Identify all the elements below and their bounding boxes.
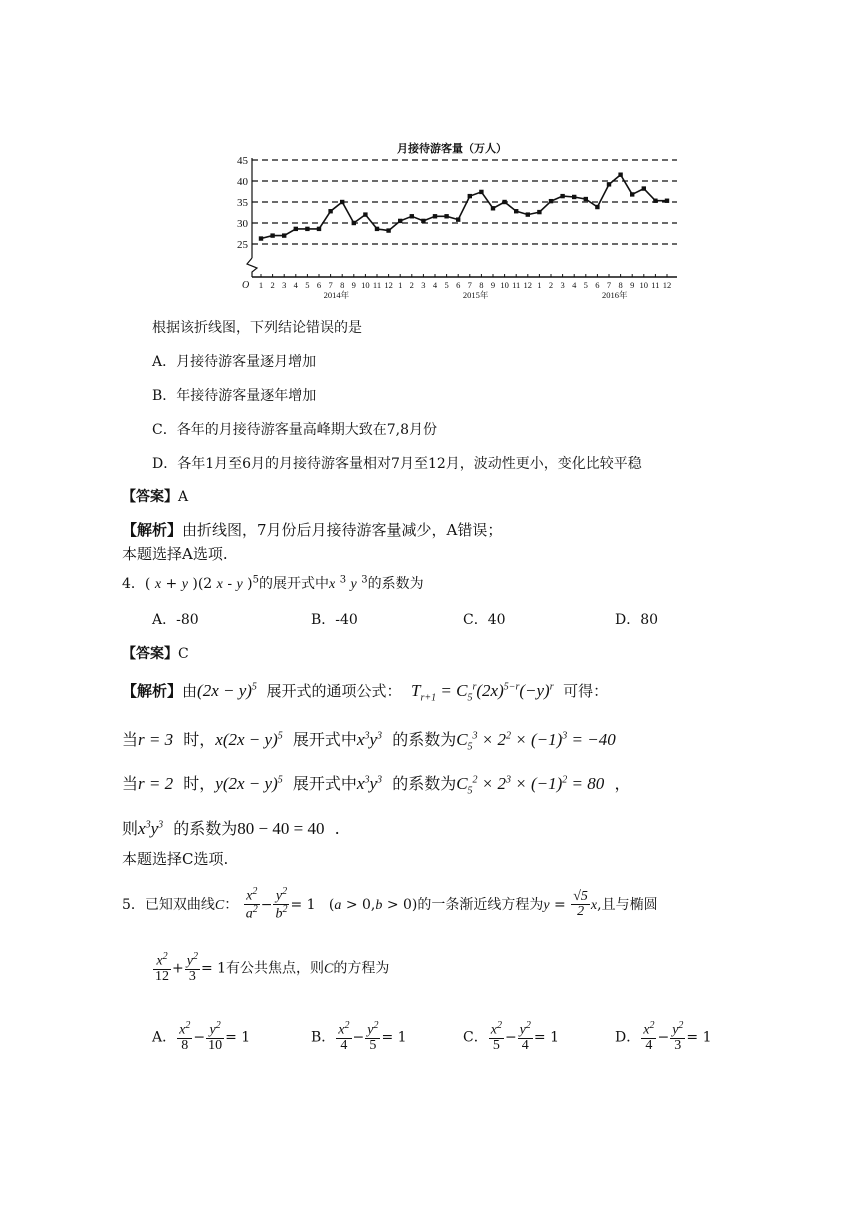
x-tick-label: 11 <box>512 280 521 290</box>
option-label: B． <box>311 1029 336 1046</box>
hyperbola-name: C <box>324 961 334 977</box>
x-tick-label: 8 <box>479 280 484 290</box>
q5-stem-line2: $\frac{x^2}{12}$ + $\frac{y^2}{3}$ = 1有公共焦点，则C的方程为 <box>155 951 390 985</box>
q3-option-b: B．年接待游客量逐年增加 <box>152 388 317 404</box>
data-point <box>433 214 437 218</box>
option-label: A． <box>152 1029 177 1046</box>
answer-tag: 【答案】 <box>122 646 178 662</box>
analysis-tag: 【解析】 <box>122 682 183 700</box>
data-point <box>352 221 356 225</box>
x-tick-label: 10 <box>639 280 649 290</box>
series-polyline <box>261 175 667 239</box>
formula: $(2x - y)^5$ <box>197 681 257 700</box>
l1-b: 展开式的通项公式： <box>266 682 402 700</box>
q5-text-c: ,且与椭圆 <box>597 896 658 913</box>
data-point <box>375 227 379 231</box>
axis-break <box>247 258 257 277</box>
q5-text-b: 的一条渐近线方程为 <box>417 896 544 913</box>
data-point <box>398 219 402 223</box>
l4-a: 则 <box>122 819 139 838</box>
x-tick-label: 7 <box>606 280 612 290</box>
option-label: C． <box>463 1029 488 1046</box>
formula: $\frac{y^2}{5}$ <box>367 1020 379 1054</box>
year-label: 2015年 <box>462 290 489 300</box>
formula: $\frac{y^2}{4}$ <box>519 1020 531 1054</box>
q3-prompt: 根据该折线图，下列结论错误的是 <box>152 320 362 336</box>
l1-a: 由 <box>182 682 198 700</box>
formula: $\frac{x^2}{a^2}$ <box>245 886 258 922</box>
formula: $C_5^3 \times 2^2 \times (-1)^3 = -40$ <box>456 730 616 753</box>
x-tick-label: 9 <box>490 280 496 290</box>
x-tick-label: 5 <box>305 280 310 290</box>
year-label: 2014年 <box>323 290 350 300</box>
q4-option-a: A．-80 <box>152 612 199 628</box>
l2-a: 当 <box>122 730 139 749</box>
data-point <box>328 209 332 213</box>
data-point <box>270 233 274 237</box>
l1-c: 可得： <box>563 682 609 700</box>
y-tick-label: 40 <box>237 176 248 188</box>
q3-option-c: C．各年的月接待游客量高峰期大致在7,8月份 <box>152 422 437 438</box>
x-tick-label: 6 <box>595 280 600 290</box>
data-point <box>491 206 495 210</box>
x-tick-label: 9 <box>630 280 635 290</box>
x-tick-label: 8 <box>618 280 623 290</box>
series-line <box>259 173 669 241</box>
y-tick-label: 45 <box>237 155 248 167</box>
data-point <box>363 212 367 216</box>
hyperbola-name: C <box>214 897 225 913</box>
x-tick-label: 11 <box>651 280 660 290</box>
data-point <box>305 227 309 231</box>
q5-number: 5． <box>122 896 145 913</box>
data-point <box>468 194 472 198</box>
formula: y <box>543 897 550 913</box>
q4-stem <box>122 573 424 593</box>
formula: $T_{r+1} = C_5^r(2x)^{5-r}(-y)^r$ <box>411 681 554 704</box>
formula: $\frac{x^2}{5}$ <box>490 1020 502 1054</box>
data-point <box>386 228 390 232</box>
q4-analysis-line1 <box>122 680 608 703</box>
x-tick-label: 3 <box>282 280 287 290</box>
formula: $\frac{y^2}{10}$ <box>208 1020 223 1054</box>
x-tick-label: 6 <box>316 280 322 290</box>
y-tick-label: 35 <box>237 197 248 209</box>
year-labels <box>324 290 628 300</box>
data-point <box>560 194 564 198</box>
data-point <box>618 173 622 177</box>
x-tick-label: 3 <box>421 280 426 290</box>
condition: (a > 0,b > 0) <box>328 896 418 913</box>
data-point <box>514 209 518 213</box>
l3-a: 当 <box>122 774 139 793</box>
x-tick-label: 12 <box>523 280 533 290</box>
x-tick-label: 4 <box>432 280 438 290</box>
x-tick-label: 12 <box>384 280 393 290</box>
formula: $\frac{x^2}{4}$ <box>643 1020 655 1054</box>
x-tick-label: 7 <box>467 280 472 290</box>
x-tick-label: 2 <box>548 280 554 290</box>
answer-tag: 【答案】 <box>122 489 178 505</box>
analysis-text: 由折线图，7月份后月接待游客量减少，A错误； <box>182 521 503 539</box>
formula: $\frac{x^2}{4}$ <box>338 1020 350 1054</box>
l3-b: 时， <box>183 774 216 793</box>
x-tick-label: 5 <box>444 280 449 290</box>
data-point <box>340 200 344 204</box>
chart-title: 月接待游客量（万人） <box>397 143 507 155</box>
l2-b: 时， <box>183 730 216 749</box>
x-tick-label: 9 <box>351 280 356 290</box>
option-label: D． <box>615 1029 641 1046</box>
line-chart <box>222 138 682 304</box>
gridlines <box>252 160 677 244</box>
q5-text-a: 已知双曲线 <box>144 896 215 913</box>
q5-option-b: B． $\frac{x^2}{4}$ − $\frac{y^2}{5}$ = 1 <box>311 1020 407 1054</box>
y-axis-labels <box>237 155 249 251</box>
q3-option-a: A．月接待游客量逐月增加 <box>152 354 317 370</box>
q4-answer <box>122 643 189 663</box>
data-point <box>456 217 460 221</box>
formula: $\frac{y^2}{3}$ <box>672 1020 684 1054</box>
formula: $x^3y^3$ <box>138 819 164 838</box>
data-point <box>526 212 530 216</box>
q4-analysis-line3: 当r = 2 时，$y(2x - y)^5$ 展开式中$x^3y^3$ 的系数为$C_5^2 \times 2^3 \times (-1)^2 = 80$ ， <box>122 774 631 797</box>
y-tick-label: 25 <box>237 239 248 251</box>
formula: 80 − 40 = 40 <box>237 819 325 838</box>
q3-conclusion: 本题选择A选项. <box>122 545 228 563</box>
x-tick-label: 4 <box>572 280 577 290</box>
q4-stem-tail: 的系数为 <box>367 576 424 592</box>
year-label: 2016年 <box>602 290 628 300</box>
answer-value: C <box>178 646 189 662</box>
origin-label: O <box>242 280 250 291</box>
x-tick-label: 1 <box>398 280 403 290</box>
data-point <box>584 197 588 201</box>
data-point <box>259 236 263 240</box>
x-tick-label: 1 <box>258 280 264 290</box>
data-point <box>421 219 425 223</box>
x-tick-label: 7 <box>328 280 333 290</box>
x-tick-label: 2 <box>270 280 275 290</box>
data-point <box>549 199 553 203</box>
data-point <box>294 227 298 231</box>
formula: $y(2x - y)^5$ <box>215 774 283 793</box>
data-point <box>595 205 599 209</box>
l2-c: 展开式中 <box>292 730 357 749</box>
formula: x <box>590 897 598 913</box>
formula: $x^3y^3$ <box>356 774 383 793</box>
formula: $\frac{y^2}{3}$ <box>186 951 198 985</box>
q3-option-d: D．各年1月至6月的月接待游客量相对7月至12月，波动性更小，变化比较平稳 <box>152 456 642 472</box>
data-point <box>444 214 448 218</box>
x-tick-label: 5 <box>583 280 588 290</box>
l3-c: 展开式中 <box>292 774 357 793</box>
data-point <box>642 186 646 190</box>
q5-option-d: D． $\frac{x^2}{4}$ − $\frac{y^2}{3}$ = 1 <box>615 1020 712 1054</box>
analysis-tag: 【解析】 <box>122 521 183 539</box>
q4-option-b: B．-40 <box>311 612 358 628</box>
data-point <box>502 200 506 204</box>
formula: r = 3 <box>138 730 174 749</box>
data-point <box>410 214 414 218</box>
l3-d: 的系数为 <box>392 774 457 793</box>
q3-analysis <box>122 519 502 540</box>
data-point <box>607 182 611 186</box>
data-point <box>665 199 669 203</box>
q4-expression: ( x + y )(2 x - y )$^5$ <box>144 574 260 592</box>
q4-conclusion: 本题选择C选项. <box>122 850 229 868</box>
formula: $\frac{x^2}{8}$ <box>179 1020 191 1054</box>
q4-analysis-line4: 则$x^3y^3$ 的系数为80 − 40 = 40 . <box>122 819 340 838</box>
l4-b: 的系数为 <box>173 819 238 838</box>
formula: r = 2 <box>138 774 174 793</box>
formula: $\frac{x^2}{12}$ <box>155 951 169 985</box>
q5-option-a: A． $\frac{x^2}{8}$ − $\frac{y^2}{10}$ = 1 <box>152 1020 251 1054</box>
data-point <box>282 233 286 237</box>
x-tick-label: 1 <box>537 280 542 290</box>
q4-analysis-line2 <box>122 727 616 752</box>
q4-option-d: D．80 <box>615 612 659 628</box>
x-tick-label: 4 <box>293 280 298 290</box>
formula: $x^3y^3$ <box>356 730 383 749</box>
x-tick-label: 10 <box>500 280 509 290</box>
data-point <box>630 192 634 196</box>
q5-option-c: C． $\frac{x^2}{5}$ − $\frac{y^2}{4}$ = 1 <box>463 1020 559 1054</box>
answer-value: A <box>178 489 189 505</box>
data-point <box>537 210 541 214</box>
q4-option-c: C．40 <box>463 612 506 628</box>
q5-stem-line1: 5．已知双曲线C： $\frac{x^2}{a^2}$ − $\frac{y^2}{b^2}$ = 1 (a > 0,b > 0)的一条渐近线方程为y = $\frac{√5}{2}$ x,且与椭圆 <box>122 886 658 922</box>
x-tick-label: 2 <box>409 280 414 290</box>
q4-stem-mid: 的展开式中 <box>259 576 330 592</box>
formula: $\frac{√5}{2}$ <box>573 888 588 920</box>
x-tick-label: 11 <box>372 280 382 290</box>
q5-text-d: 有公共焦点，则 <box>226 960 325 977</box>
data-point <box>572 195 576 199</box>
q4-number: 4． <box>122 576 145 592</box>
data-point <box>653 199 657 203</box>
formula: $C_5^2 \times 2^3 \times (-1)^2 = 80$ <box>456 774 605 797</box>
formula: $x(2x - y)^5$ <box>215 730 283 749</box>
q5-text-e: 的方程为 <box>333 960 390 977</box>
l2-d: 的系数为 <box>392 730 457 749</box>
q3-answer <box>122 486 188 506</box>
x-tick-label: 10 <box>361 280 370 290</box>
data-point <box>317 227 321 231</box>
x-tick-label: 8 <box>340 280 345 290</box>
x-tick-label: 6 <box>456 280 461 290</box>
x-tick-label: 12 <box>662 280 672 290</box>
y-tick-label: 30 <box>237 218 248 230</box>
x-tick-label: 3 <box>560 280 565 290</box>
x-axis-labels <box>259 280 671 290</box>
data-point <box>479 190 483 194</box>
axes <box>242 158 677 291</box>
q4-term: x $^3$ y $^3$ <box>329 574 368 592</box>
formula: $\frac{y^2}{b^2}$ <box>275 886 288 922</box>
